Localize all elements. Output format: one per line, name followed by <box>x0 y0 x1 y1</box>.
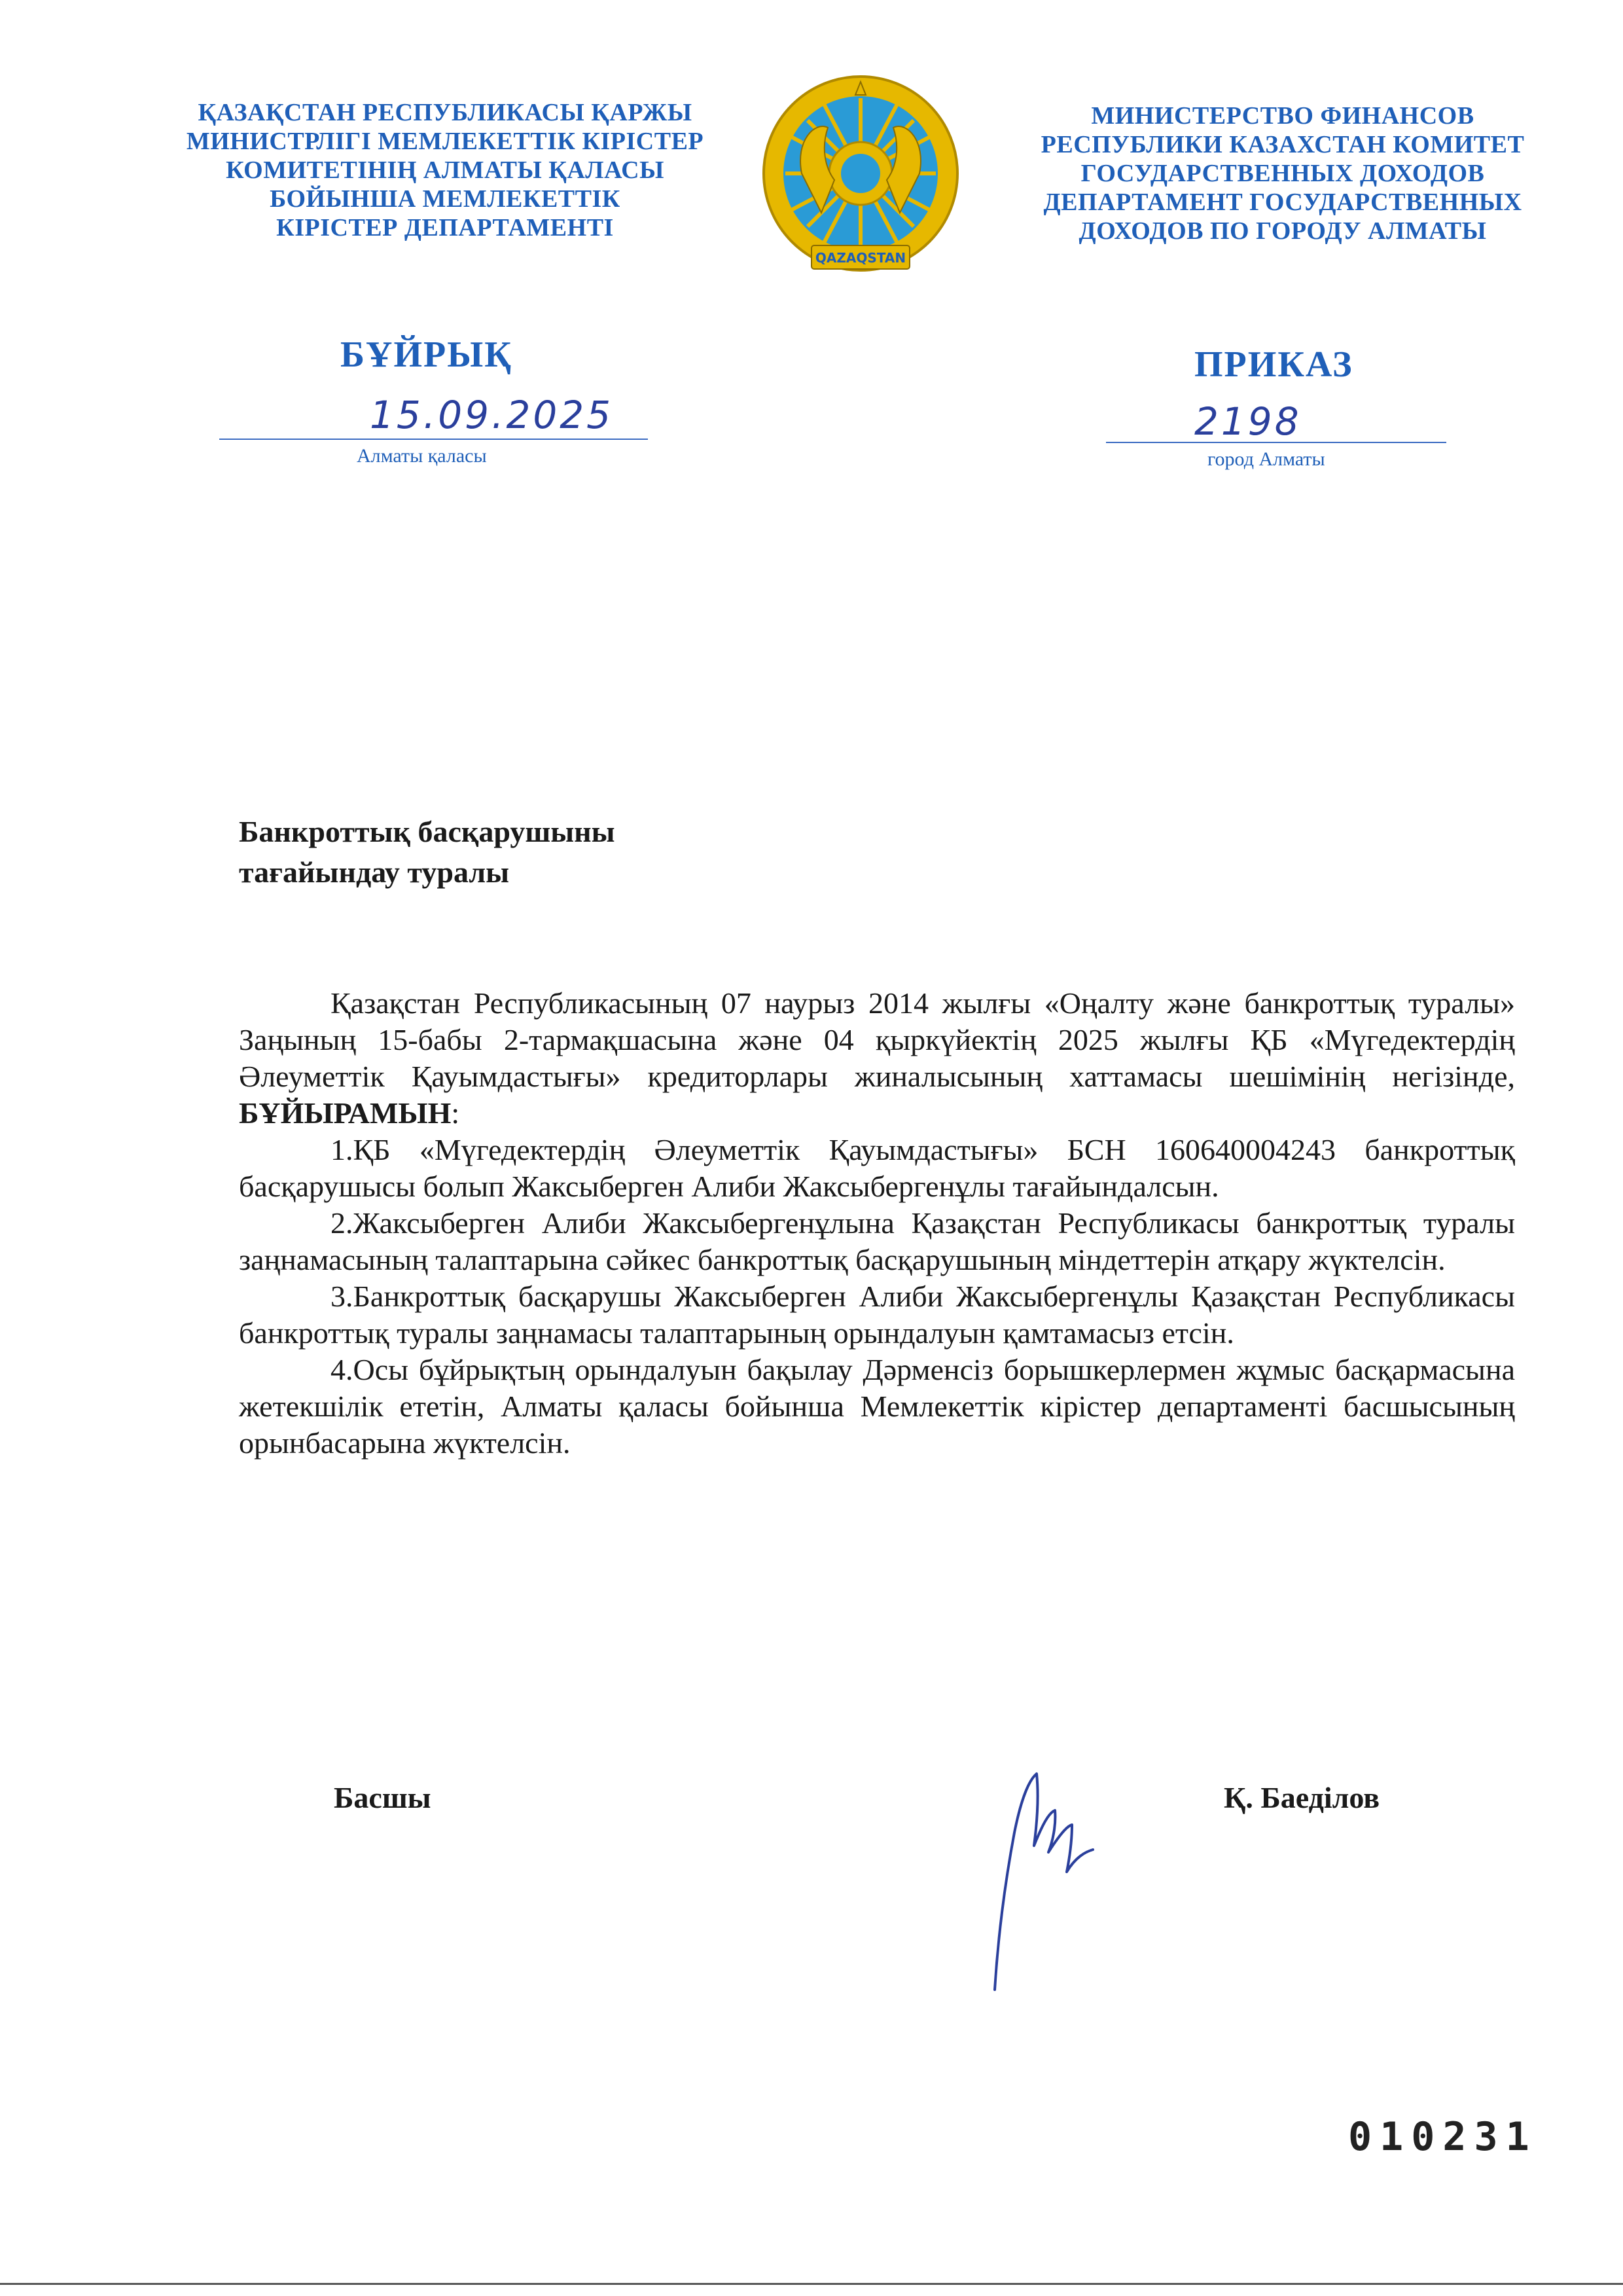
signature-icon <box>969 1728 1126 2016</box>
preamble-text: Қазақстан Республикасының 07 наурыз 2014 жылғы «Оңалту және банкроттық туралы» Заңының 15-бабы 2-тармақшасына және 04 қыркүйектің 2025 жылғы ҚБ «Мүгедектердің Әлеуметтік Қауымдастығы» кредиторлары жиналысының хаттамасы шешімінің негізінде, <box>239 986 1515 1093</box>
signoff-position: Басшы <box>334 1781 431 1814</box>
subject-line: тағайындау туралы <box>239 855 510 889</box>
body-item: 3.Банкроттық басқарушы Жаксыберген Алиби Жаксыбергенұлы Қазақстан Республикасы банкроттық туралы заңнамасы талаптарының орындалуын қамтамасыз етсін. <box>239 1280 1515 1350</box>
page-bottom-edge <box>0 2283 1623 2285</box>
order-title-ru: ПРИКАЗ <box>1194 344 1353 385</box>
header-kz-line: КІРІСТЕР ДЕПАРТАМЕНТІ <box>276 214 614 242</box>
emblem-banner-text: QAZAQSTAN <box>815 250 906 266</box>
city-kz: Алматы қаласы <box>357 445 487 467</box>
header-ru <box>995 101 1571 245</box>
header-ru-line: ДОХОДОВ ПО ГОРОДУ АЛМАТЫ <box>1079 217 1487 245</box>
header-ru-line: ГОСУДАРСТВЕННЫХ ДОХОДОВ <box>1080 160 1485 187</box>
state-emblem-icon <box>756 69 965 291</box>
body-preamble <box>239 985 1515 1132</box>
header-ru-line: РЕСПУБЛИКИ КАЗАХСТАН КОМИТЕТ <box>1041 131 1525 158</box>
order-body <box>239 985 1515 1462</box>
preamble-end: : <box>451 1096 460 1130</box>
header-ru-line: ДЕПАРТАМЕНТ ГОСУДАРСТВЕННЫХ <box>1043 188 1522 216</box>
number-underline <box>1106 442 1446 443</box>
city-ru: город Алматы <box>1207 448 1325 470</box>
preamble-emphasis: БҰЙЫРАМЫН <box>239 1096 452 1130</box>
subject-line: Банкроттық басқарушыны <box>239 815 615 848</box>
order-number: 2198 <box>1194 399 1302 444</box>
serial-number: 010231 <box>1348 2114 1537 2160</box>
signoff-name: Қ. Баеділов <box>1224 1781 1380 1814</box>
header-ru-line: МИНИСТЕРСТВО ФИНАНСОВ <box>1091 102 1474 130</box>
date-underline <box>219 439 648 440</box>
order-date: 15.09.2025 <box>370 393 614 437</box>
body-item: 2.Жаксыберген Алиби Жаксыбергенұлына Қазақстан Республикасы банкроттық туралы заңнамасының талаптарына сәйкес банкроттық басқарушының міндеттерін атқару жүктелсін. <box>239 1206 1515 1276</box>
header-kz-line: МИНИСТРЛІГІ МЕМЛЕКЕТТІК КІРІСТЕР <box>186 128 704 155</box>
body-item: 4.Осы бұйрықтың орындалуын бақылау Дәрменсіз борышкерлермен жұмыс басқармасына жетекшілік ететін, Алматы қаласы бойынша Мемлекеттік кірістер департаменті басшысының орынбасарына жүктелсін. <box>239 1353 1515 1460</box>
header-kz-line: КОМИТЕТІНІҢ АЛМАТЫ ҚАЛАСЫ <box>226 156 664 184</box>
order-title-kz: БҰЙРЫҚ <box>340 334 512 375</box>
order-subject <box>239 812 959 893</box>
header-kz <box>157 98 733 242</box>
header-kz-line: БОЙЫНША МЕМЛЕКЕТТІК <box>270 185 620 213</box>
header-kz-line: ҚАЗАҚСТАН РЕСПУБЛИКАСЫ ҚАРЖЫ <box>198 99 692 126</box>
body-item: 1.ҚБ «Мүгедектердің Әлеуметтік Қауымдастығы» БСН 160640004243 банкроттық басқарушысы болып Жаксыберген Алиби Жаксыбергенұлы тағайындалсын. <box>239 1133 1515 1203</box>
